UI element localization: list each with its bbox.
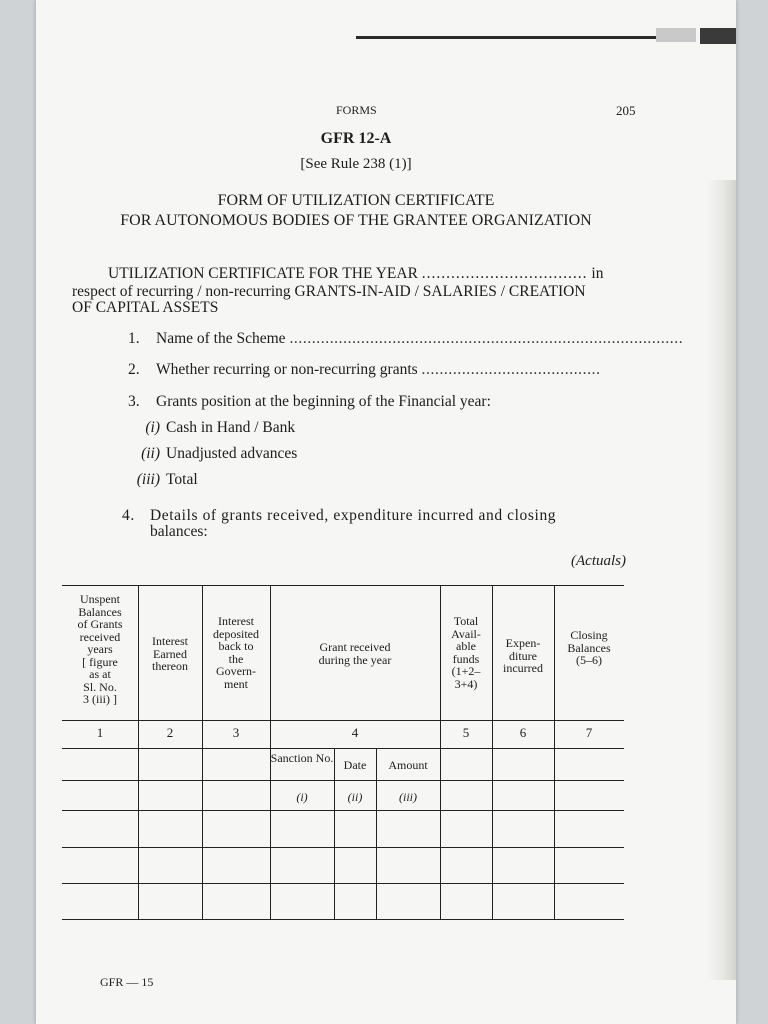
list-item: 4. Details of grants received, expenditure incurred and closing (122, 507, 557, 524)
column-header-interest-deposited: Interest deposited back to the Govern- ment (213, 614, 259, 691)
column-number: 7 (585, 725, 593, 740)
column-number: 3 (232, 725, 240, 740)
sub-numeral: (ii) (347, 790, 363, 804)
page-footer: GFR — 15 (100, 975, 154, 989)
sub-item: (i) Cash in Hand / Bank (145, 419, 296, 436)
actuals-note: (Actuals) (571, 553, 626, 569)
page-number: 205 (616, 103, 636, 118)
scan-artifact-bar (356, 28, 736, 44)
heading-line-2: FOR AUTONOMOUS BODIES OF THE GRANTEE ORGANIZATION (120, 212, 592, 229)
sub-item: (iii) Total (136, 471, 198, 488)
list-item: 3. Grants position at the beginning of the Financial year: (128, 393, 491, 410)
column-header-closing-balances: Closing Balances (5–6) (567, 628, 611, 667)
sub-header-sanction-no: Sanction No. (270, 751, 334, 765)
form-code: GFR 12-A (320, 130, 392, 147)
heading-line-1: FORM OF UTILIZATION CERTIFICATE (217, 192, 495, 209)
column-number: 1 (96, 725, 104, 740)
certificate-intro-line-2: respect of recurring / non-recurring GRANTS-IN-AID / SALARIES / CREATION (72, 283, 586, 300)
list-item: 1. Name of the Scheme ........................................................................................ (128, 330, 684, 347)
column-number: 5 (462, 725, 470, 740)
sub-header-date: Date (343, 758, 367, 772)
column-number: 4 (351, 725, 359, 740)
certificate-intro-line-3: OF CAPITAL ASSETS (72, 299, 219, 316)
sub-numeral: (iii) (399, 790, 417, 804)
sub-numeral: (i) (296, 790, 308, 804)
rule-reference: [See Rule 238 (1)] (300, 156, 412, 172)
column-header-unspent: Unspent Balances of Grants received years [ figure as at Sl. No. 3 (iii) ] (77, 592, 123, 706)
column-header-expenditure: Expen- diture incurred (503, 636, 543, 675)
list-item: 2. Whether recurring or non-recurring grants ........................................ (128, 361, 601, 378)
certificate-intro-line-1: UTILIZATION CERTIFICATE FOR THE YEAR .................................. in (108, 265, 604, 282)
column-header-interest-earned: Interest Earned thereon (152, 634, 188, 673)
grants-table (62, 585, 624, 920)
column-number: 6 (519, 725, 527, 740)
section-header: FORMS (336, 103, 377, 117)
document-page (36, 0, 736, 1024)
list-item-continuation: balances: (150, 523, 208, 540)
column-number: 2 (166, 725, 174, 740)
column-header-total-funds: Total Avail- able funds (1+2– 3+4) (451, 614, 481, 691)
column-header-grant-received: Grant received during the year (318, 640, 392, 667)
page-stack-edge (706, 180, 736, 980)
sub-item: (ii) Unadjusted advances (141, 445, 298, 462)
sub-header-amount: Amount (388, 758, 428, 772)
